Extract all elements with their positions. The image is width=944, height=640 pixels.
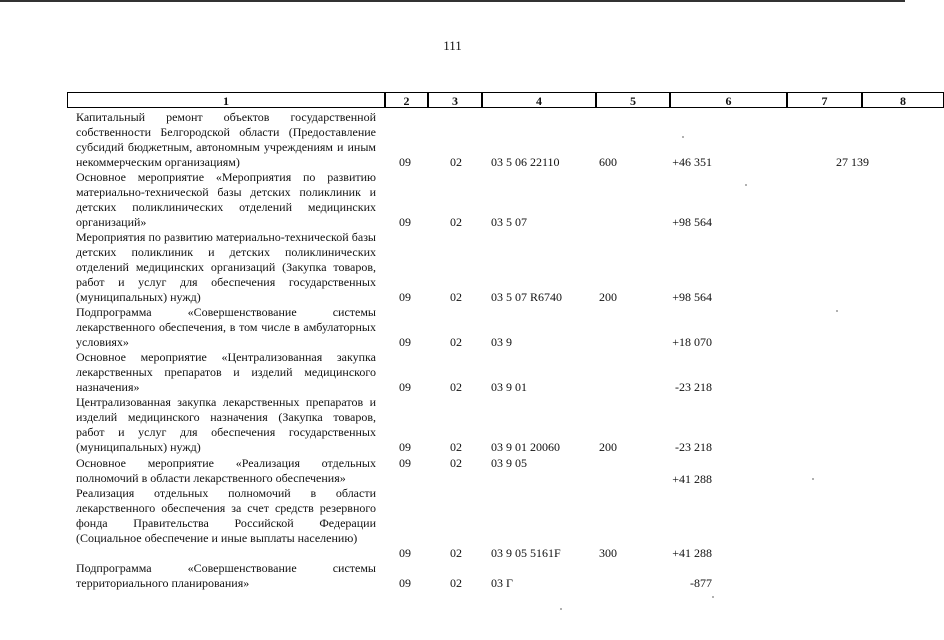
cell-amount: +18 070 [672, 335, 712, 349]
cell-section: 09 [399, 380, 411, 394]
cell-amount: +98 564 [672, 290, 712, 304]
cell-section: 09 [399, 155, 411, 169]
cell-amount: -23 218 [675, 380, 712, 394]
cell-section: 09 [399, 215, 411, 229]
scan-speck [560, 608, 562, 610]
cell-section: 09 [399, 546, 411, 560]
cell-amount: -877 [690, 576, 712, 590]
row-description: Капитальный ремонт объектов государственной собственности Белгородской области (Предоставление субсидий бюджетным, автономным учреждениям и иным некоммерческим организациям) [76, 110, 376, 169]
cell-target-article: 03 Г [491, 576, 513, 590]
row-description: Подпрограмма «Совершенствование системы территориального планирования» [76, 561, 376, 590]
row-description: Централизованная закупка лекарственных препаратов и изделий медицинского назначения (Закупка товаров, работ и услуг для обеспечения государственных (муниципальных) нужд) [76, 395, 376, 454]
cell-target-article: 03 9 05 5161F [491, 546, 561, 560]
cell-amount: +41 288 [672, 546, 712, 560]
cell-amount: -23 218 [675, 440, 712, 454]
row-description: Подпрограмма «Совершенствование системы лекарственного обеспечения, в том числе в амбулаторных условиях» [76, 305, 376, 349]
cell-subsection: 02 [450, 335, 462, 349]
header-col-4: 4 [482, 92, 596, 108]
header-col-5: 5 [596, 92, 670, 108]
row-description: Основное мероприятие «Централизованная закупка лекарственных препаратов и изделий медицинского назначения» [76, 350, 376, 394]
cell-target-article: 03 9 01 [491, 380, 527, 394]
cell-section: 09 [399, 335, 411, 349]
cell-expense-type: 300 [599, 546, 617, 560]
cell-subsection: 02 [450, 290, 462, 304]
cell-expense-type: 200 [599, 440, 617, 454]
cell-expense-type: 600 [599, 155, 617, 169]
cell-subsection: 02 [450, 155, 462, 169]
cell-subsection: 02 [450, 456, 462, 470]
cell-subsection: 02 [450, 215, 462, 229]
scan-speck [812, 478, 814, 480]
scan-speck [682, 136, 684, 138]
cell-expense-type: 200 [599, 290, 617, 304]
cell-amount: +98 564 [672, 215, 712, 229]
page-number: 111 [443, 38, 462, 53]
header-col-3: 3 [428, 92, 482, 108]
cell-amount: +46 351 [672, 155, 712, 169]
cell-section: 09 [399, 440, 411, 454]
cell-subsection: 02 [450, 546, 462, 560]
cell-section: 09 [399, 576, 411, 590]
cell-target-article: 03 5 06 22110 [491, 155, 560, 169]
row-description: Мероприятия по развитию материально-технической базы детских поликлиник и детских поликлинических отделений медицинских организаций (Закупка товаров, работ и услуг для обеспечения государственных (муниципальных) нужд) [76, 230, 376, 304]
scan-speck [712, 596, 714, 598]
cell-target-article: 03 5 07 R6740 [491, 290, 563, 304]
cell-amount: +41 288 [672, 472, 712, 486]
cell-target-article: 03 5 07 [491, 215, 527, 229]
cell-section: 09 [399, 290, 411, 304]
cell-subsection: 02 [450, 576, 462, 590]
cell-target-article: 03 9 01 20060 [491, 440, 560, 454]
scan-speck [836, 310, 838, 312]
header-col-2: 2 [385, 92, 428, 108]
cell-section: 09 [399, 456, 411, 470]
header-col-6: 6 [670, 92, 787, 108]
header-col-8: 8 [862, 92, 944, 108]
cell-subsection: 02 [450, 440, 462, 454]
cell-amount-col8: 27 139 [836, 155, 869, 169]
header-col-7: 7 [787, 92, 862, 108]
cell-target-article: 03 9 [491, 335, 512, 349]
row-description: Реализация отдельных полномочий в области лекарственного обеспечения за счет средств резервного фонда Правительства Российской Федерации (Социальное обеспечение и иные выплаты населению) [76, 486, 376, 545]
row-description: Основное мероприятие «Реализация отдельных полномочий в области лекарственного обеспечения» [76, 456, 376, 485]
page-top-rule [0, 0, 905, 2]
scan-speck [745, 184, 747, 186]
cell-target-article: 03 9 05 [491, 456, 527, 470]
cell-subsection: 02 [450, 380, 462, 394]
header-col-1: 1 [67, 92, 385, 108]
row-description: Основное мероприятие «Мероприятия по развитию материально-технической базы детских поликлиник и детских поликлинических отделений медицинских организаций» [76, 170, 376, 229]
